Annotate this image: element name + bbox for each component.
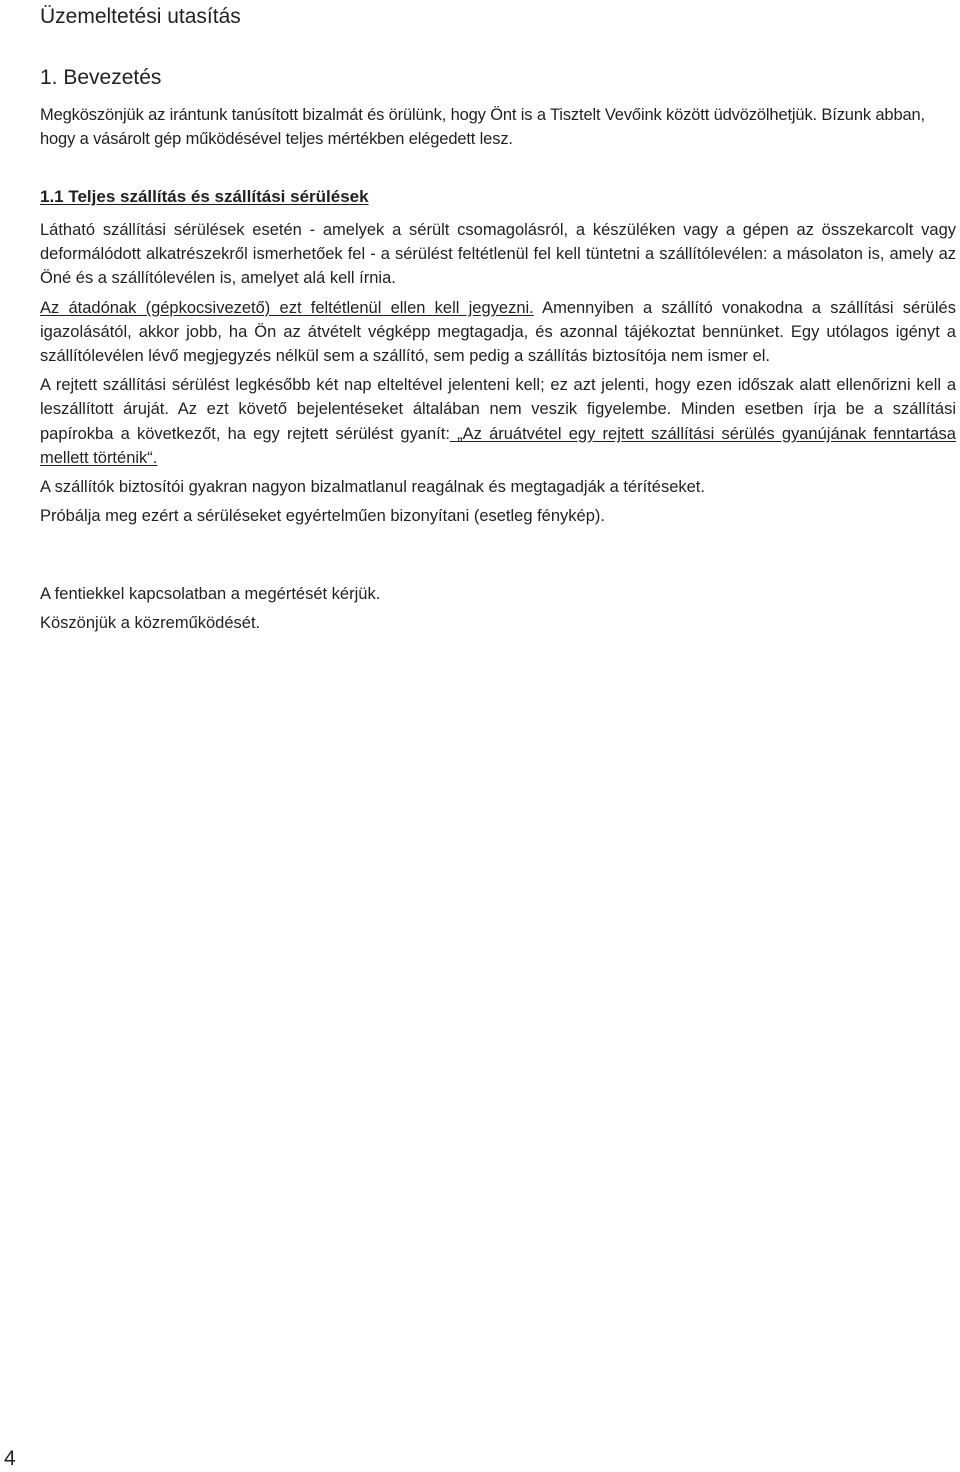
paragraph-proof: Próbálja meg ezért a sérüléseket egyértelműen bizonyítani (esetleg fénykép).	[40, 507, 605, 526]
subsection-heading: 1.1 Teljes szállítás és szállítási sérülések	[40, 187, 369, 206]
hidden-damage-text: A rejtett szállítási sérülést legkésőbb két nap elteltével jelenteni kell; ez azt jelenti, hogy ezen időszak alatt ellenőrizni kell a leszállított áruját. Az ezt követő bejelentéseket általában nem veszik figyelembe. Minden esetben írja be a szállítási papírokba a következőt, ha egy rejtett sérülést gyanít:	[40, 376, 956, 443]
subsection-body	[40, 218, 956, 533]
section-heading: 1. Bevezetés	[40, 66, 162, 89]
countersign-note: Az átadónak (gépkocsivezető) ezt feltétlenül ellen kell jegyezni.	[40, 298, 534, 317]
countersign-rest: Amennyiben a szállító vonakodna a szállítási sérülés igazolásától, akkor jobb, ha Ön az átvételt végképp megtagadja, és azonnal tájékoztat bennünket. Egy utólagos igényt a szállítólevélen lévő megjegyzés nélkül sem a szállító, sem pedig a szállítás biztosítója nem ismer el.	[40, 298, 956, 366]
paragraph-insurers: A szállítók biztosítói gyakran nagyon bizalmatlanul reagálnak és megtagadják a térítéseket.	[40, 478, 705, 497]
paragraph-hidden-damage	[40, 373, 956, 470]
intro-paragraph: Megköszönjük az irántunk tanúsított bizalmát és örülünk, hogy Önt is a Tisztelt Vevőink között üdvözölhetjük. Bízunk abban, hogy a vásárolt gép működésével teljes mértékben elégedett lesz.	[40, 106, 925, 148]
closing-line-2: Köszönjük a közreműködését.	[40, 614, 261, 632]
paragraph-countersign	[40, 296, 956, 369]
closing-line-1: A fentiekkel kapcsolatban a megértését kérjük.	[40, 585, 381, 603]
closing	[40, 582, 380, 640]
hidden-damage-statement: „Az áruátvétel egy rejtett szállítási sérülés gyanújának fenntartása mellett történik“.	[40, 424, 956, 467]
page-title: Üzemeltetési utasítás	[40, 5, 241, 28]
paragraph-visible-damage: Látható szállítási sérülések esetén - amelyek a sérült csomagolásról, a készüléken vagy a gépen az összekarcolt vagy deformálódott alkatrészekről ismerhetőek fel - a sérülést feltétlenül fel kell tüntetni a szállítólevélen: a másolaton is, amely az Öné és a szállítólevélen is, amelyet alá kell írnia.	[40, 221, 956, 288]
page-number: 4	[4, 1447, 16, 1470]
